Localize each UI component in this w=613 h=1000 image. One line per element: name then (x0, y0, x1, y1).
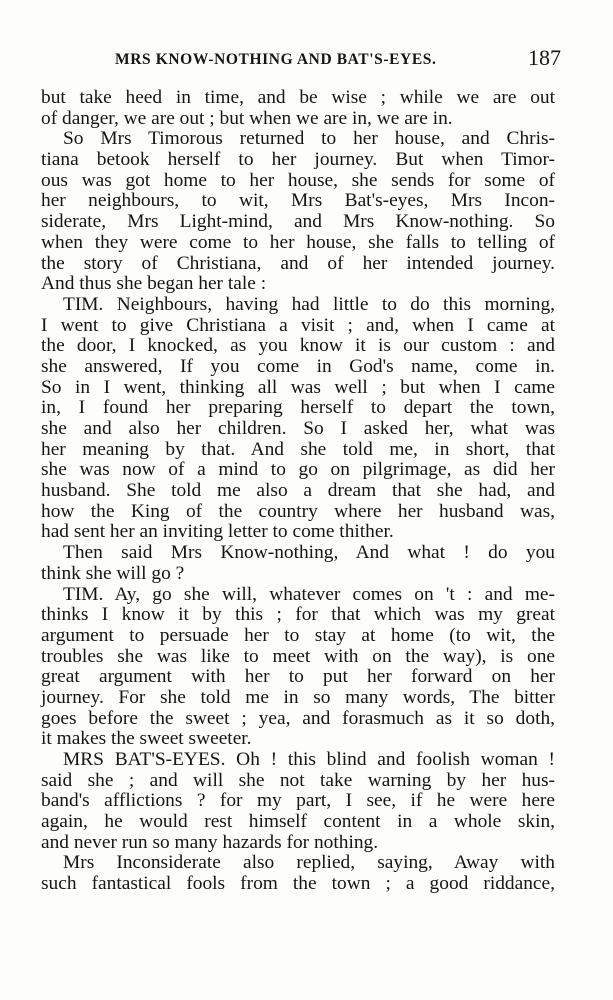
text-line: journey. For she told me in so many words, The bitter (41, 686, 555, 708)
text-line: the door, I knocked, as you know it is our custom : and (41, 335, 555, 357)
text-line: Then said Mrs Know-nothing, And what ! do you (63, 542, 555, 564)
text-line: TIM. Neighbours, having had little to do this morning, (63, 293, 555, 315)
text-line: siderate, Mrs Light-mind, and Mrs Know-nothing. So (41, 211, 555, 233)
text-line: thinks I know it by this ; for that which was my great (41, 604, 555, 626)
text-line: such fantastical fools from the town ; a good riddance, (41, 873, 555, 895)
text-line: tiana betook herself to her journey. But when Timor- (41, 149, 555, 171)
text-line: she answered, If you come in God's name, come in. (41, 355, 555, 377)
text-line: band's afflictions ? for my part, I see, if he were here (41, 790, 555, 812)
text-line: So Mrs Timorous returned to her house, and Chris- (63, 128, 555, 150)
text-line: but take heed in time, and be wise ; while we are out (41, 87, 555, 108)
text-line: her meaning by that. And she told me, in short, that (41, 438, 555, 460)
text-line: And thus she began her tale : (41, 273, 267, 295)
text-line: when they were come to her house, she falls to telling of (41, 231, 555, 253)
running-title: MRS KNOW-NOTHING AND BAT'S-EYES. (115, 51, 437, 68)
running-head (40, 46, 561, 74)
text-line: she was now of a mind to go on pilgrimage, as did her (41, 459, 555, 481)
text-line: goes before the sweet ; yea, and forasmuch as it so doth, (41, 707, 555, 729)
text-line: TIM. Ay, go she will, whatever comes on 't : and me- (63, 583, 555, 605)
text-line: Mrs Inconsiderate also replied, saying, Away with (63, 852, 555, 874)
text-line: argument to persuade her to stay at home (to wit, the (41, 624, 555, 646)
text-line: and never run so many hazards for nothing. (41, 831, 379, 853)
text-line: she and also her children. So I asked her, what was (41, 418, 555, 439)
text-line: had sent her an inviting letter to come thither. (41, 521, 394, 543)
text-line: said she ; and will she not take warning by her hus- (41, 769, 555, 791)
text-line: So in I went, thinking all was well ; but when I came (41, 376, 555, 398)
page-number: 187 (528, 45, 561, 70)
text-line: great argument with her to put her forward on her (41, 666, 555, 688)
text-line: husband. She told me also a dream that she had, and (41, 480, 555, 502)
text-line: the story of Christiana, and of her intended journey. (41, 252, 555, 274)
text-line: think she will go ? (41, 562, 185, 584)
text-line: of danger, we are out ; but when we are in, we are in. (41, 107, 453, 129)
body-text (41, 88, 555, 895)
text-line: it makes the sweet sweeter. (41, 728, 252, 750)
text-line: troubles she was like to meet with on the way), is one (41, 645, 555, 667)
text-line: ous was got home to her house, she sends for some of (41, 169, 555, 191)
text-line: her neighbours, to wit, Mrs Bat's-eyes, Mrs Incon- (41, 190, 555, 212)
text-line: MRS BAT'S-EYES. Oh ! this blind and foolish woman ! (63, 749, 555, 770)
text-line: in, I found her preparing herself to depart the town, (41, 397, 555, 419)
text-line: again, he would rest himself content in a whole skin, (41, 811, 555, 833)
text-line: I went to give Christiana a visit ; and, when I came at (41, 314, 555, 336)
text-line: how the King of the country where her husband was, (41, 500, 555, 522)
